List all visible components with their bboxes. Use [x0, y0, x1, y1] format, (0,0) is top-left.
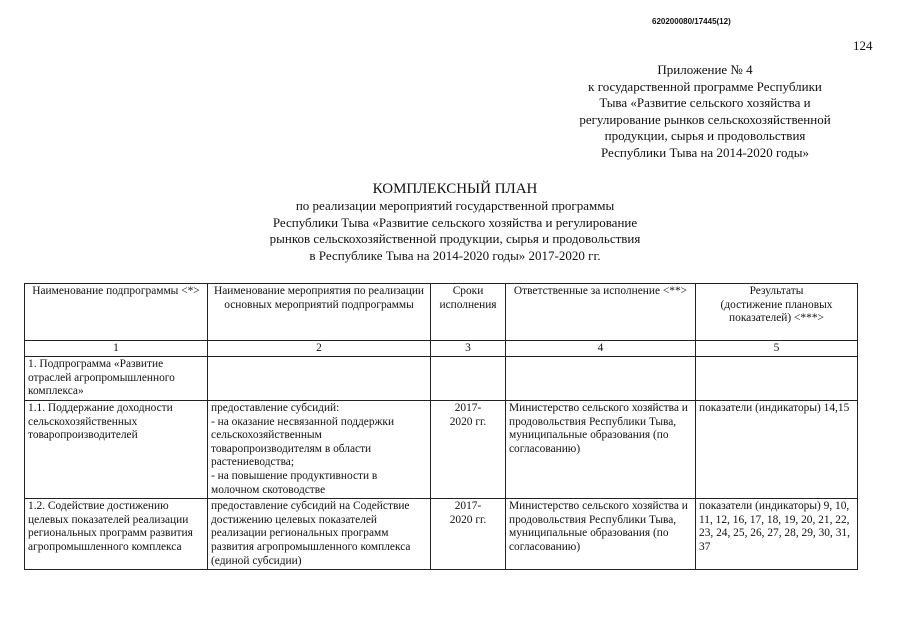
cell-activity: предоставление субсидий: - на оказание несвязанной поддержки сельскохозяйственным товаропроизводителям в области растениеводства; - на повышение продуктивности в молочном скотоводстве	[208, 401, 431, 499]
cell-results	[696, 357, 858, 401]
column-number: 2	[208, 341, 431, 357]
column-number: 3	[431, 341, 506, 357]
appendix-line: регулирование рынков сельскохозяйственной	[579, 111, 831, 127]
page-number: 124	[853, 38, 873, 53]
header-term: Сроки исполнения	[431, 284, 506, 341]
column-number: 5	[696, 341, 858, 357]
appendix-line: Приложение № 4	[657, 62, 753, 77]
header-responsible: Ответственные за исполнение <**>	[506, 284, 696, 341]
table-header-row	[25, 284, 858, 341]
table-row	[25, 499, 858, 570]
table-row	[25, 357, 858, 401]
appendix-line: продукции, сырья и продовольствия	[604, 128, 806, 144]
cell-responsible	[506, 357, 696, 401]
header-results: Результаты (достижение плановых показателей) <***>	[696, 284, 858, 341]
cell-responsible: Министерство сельского хозяйства и продовольствия Республики Тыва, муниципальные образования (по согласованию)	[506, 499, 696, 570]
cell-responsible: Министерство сельского хозяйства и продовольствия Республики Тыва, муниципальные образования (по согласованию)	[506, 401, 696, 499]
cell-subprogram: 1.1. Поддержание доходности сельскохозяйственных товаропроизводителей	[25, 401, 208, 499]
plan-subtitle-line: Республики Тыва «Развитие сельского хозяйства и регулирование	[272, 214, 638, 230]
cell-results: показатели (индикаторы) 14,15	[696, 401, 858, 499]
column-number-row	[25, 341, 858, 357]
plan-subtitle-line: по реализации мероприятий государственной программы	[295, 198, 615, 213]
cell-subprogram: 1.2. Содействие достижению целевых показателей реализации региональных программ развития агропромышленного комплекса	[25, 499, 208, 570]
column-number: 4	[506, 341, 696, 357]
column-number: 1	[25, 341, 208, 357]
cell-term: 2017-2020 гг.	[431, 401, 506, 499]
appendix-line: к государственной программе Республики	[588, 78, 822, 94]
cell-activity: предоставление субсидий на Содействие достижению целевых показателей реализации региональных программ развития агропромышленного комплекса (единой субсидии)	[208, 499, 431, 570]
document-code: 620200080/17445(12)	[652, 17, 731, 26]
cell-term: 2017-2020 гг.	[431, 499, 506, 570]
plan-subtitle-line: в Республике Тыва на 2014-2020 годы» 2017-2020 гг.	[309, 247, 601, 263]
plan-heading: КОМПЛЕКСНЫЙ ПЛАН	[372, 181, 538, 197]
table-row	[25, 401, 858, 499]
plan-subtitle-line: рынков сельскохозяйственной продукции, сырья и продовольствия	[269, 231, 641, 247]
appendix-note	[520, 62, 890, 162]
cell-activity	[208, 357, 431, 401]
appendix-line: Тыва «Развитие сельского хозяйства и	[599, 95, 811, 111]
header-subprogram: Наименование подпрограммы <*>	[25, 284, 208, 341]
cell-results: показатели (индикаторы) 9, 10, 11, 12, 16, 17, 18, 19, 20, 21, 22, 23, 24, 25, 26, 27, 28, 29, 30, 31, 37	[696, 499, 858, 570]
cell-subprogram: 1. Подпрограмма «Развитие отраслей агропромышленного комплекса»	[25, 357, 208, 401]
plan-title	[150, 181, 760, 264]
header-activity: Наименование мероприятия по реализации основных мероприятий подпрограммы	[208, 284, 431, 341]
plan-table	[24, 283, 858, 570]
appendix-line: Республики Тыва на 2014-2020 годы»	[600, 144, 810, 160]
cell-term	[431, 357, 506, 401]
